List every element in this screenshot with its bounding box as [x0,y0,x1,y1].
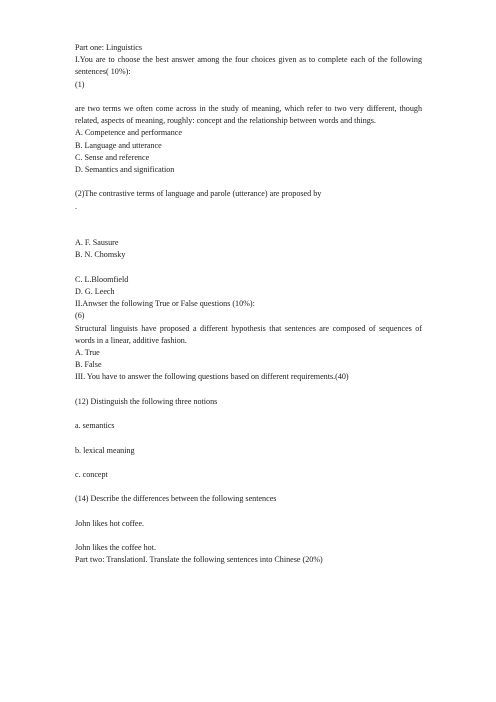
section1-instruction: I.You are to choose the best answer among the four choices given as to complete each of the following sentences( 10%): [75,55,422,77]
q2-option-d: D. G. Leech [75,286,115,296]
q1-stem: are two terms we often come across in the study of meaning, which refer to two very different, though related, aspects of meaning, roughly: concept and the relationship between words and things. [75,104,422,126]
q1-option-d: D. Semantics and signification [75,165,175,175]
q2-option-a: A. F. Sausure [75,238,119,248]
part-two-title: Part two: TranslationI. Translate the following sentences into Chinese (20%) [75,555,323,565]
spacer [75,457,422,469]
q12-item-a: a. semantics [75,421,115,431]
q6-option-b: B. False [75,360,102,370]
exam-page [75,42,422,567]
q6-option-a: A. True [75,348,100,357]
q6-number: (6) [75,311,85,321]
spacer [75,262,422,274]
section3-instruction: III. You have to answer the following questions based on different requirements.(40) [75,372,349,382]
q1-option-b: B. Language and utterance [75,140,162,150]
q14-sentence-2: John likes the coffee hot. [75,543,156,553]
q12-stem: (12) Distinguish the following three notions [75,396,218,406]
q12-item-c: c. concept [75,469,108,479]
q14-sentence-1: John likes hot coffee. [75,518,145,528]
q2-stem: (2)The contrastive terms of language and parole (utterance) are proposed by [75,189,322,199]
spacer [75,225,422,237]
q1-option-c: C. Sense and reference [75,152,150,162]
q2-option-b: B. N. Chomsky [75,250,126,260]
q2-option-c: C. L.Bloomfield [75,274,129,284]
spacer [75,506,422,518]
spacer [75,91,422,103]
spacer [75,481,422,493]
spacer [75,408,422,420]
q1-option-a: A. Competence and performance [75,128,182,138]
q2-blank: . [75,201,78,211]
spacer [75,432,422,444]
q1-number: (1) [75,79,85,89]
part-one-title: Part one: Linguistics [75,43,142,52]
spacer [75,213,422,225]
q12-item-b: b. lexical meaning [75,445,135,455]
spacer [75,384,422,396]
q6-stem: Structural linguists have proposed a different hypothesis that sentences are composed of sequences of words in a linear, additive fashion. [75,323,422,345]
section2-instruction: II.Anwser the following True or False questions (10%): [75,299,255,309]
spacer [75,530,422,542]
q14-stem: (14) Describe the differences between the following sentences [75,494,277,504]
spacer [75,176,422,188]
